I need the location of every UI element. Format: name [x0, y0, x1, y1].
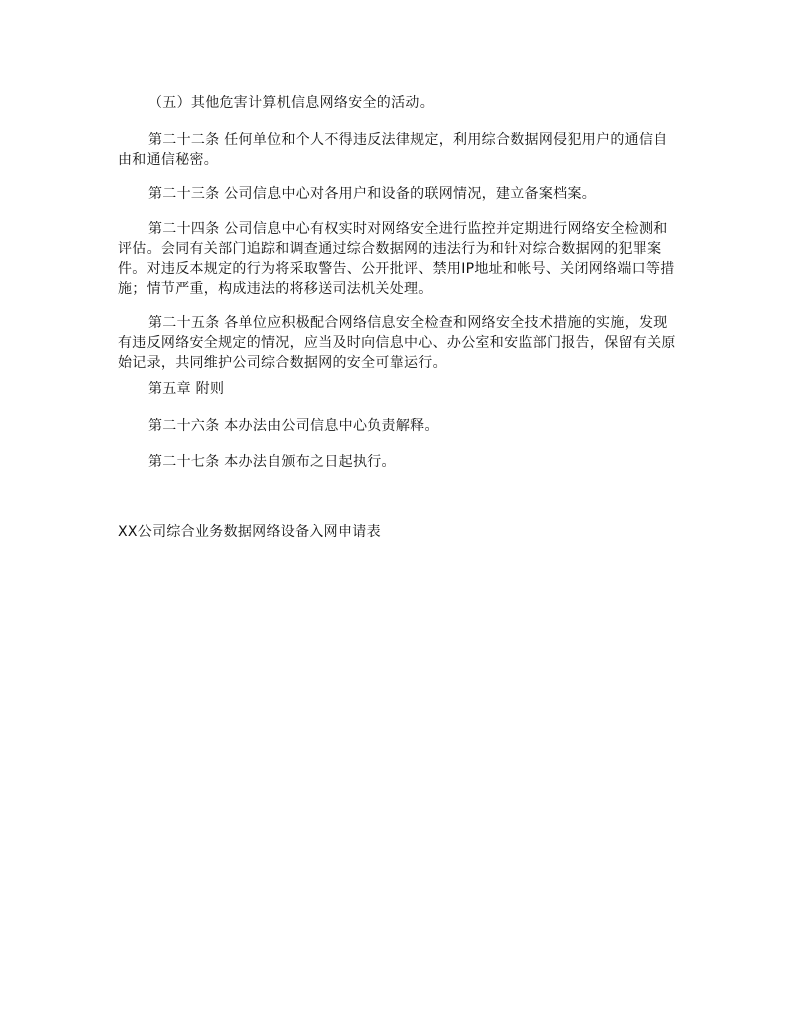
item-5-paragraph: （五）其他危害计算机信息网络安全的活动。: [148, 95, 434, 111]
article-27-paragraph: 第二十七条 本办法自颁布之日起执行。: [148, 454, 396, 470]
article-22-paragraph: 第二十二条 任何单位和个人不得违反法律规定，利用综合数据网侵犯用户的通信自由和通信秘密。: [118, 132, 668, 168]
form-title: XX公司综合业务数据网络设备入网申请表: [118, 524, 381, 540]
chapter-5-heading: 第五章 附则: [148, 381, 225, 397]
article-25-paragraph: 第二十五条 各单位应积极配合网络信息安全检查和网络安全技术措施的实施，发现有违反网络安全规定的情况，应当及时向信息中心、办公室和安监部门报告，保留有关原始记录，共同维护公司综合数据网的安全可靠运行。: [118, 315, 676, 371]
article-26-paragraph: 第二十六条 本办法由公司信息中心负责解释。: [148, 418, 439, 434]
article-23-paragraph: 第二十三条 公司信息中心对各用户和设备的联网情况，建立备案档案。: [148, 186, 597, 202]
article-24-paragraph: 第二十四条 公司信息中心有权实时对网络安全进行监控并定期进行网络安全检测和评估。会同有关部门追踪和调查通过综合数据网的违法行为和针对综合数据网的犯罪案件。对违反本规定的行为将采取警告、公开批评、禁用IP地址和帐号、关闭网络端口等措施；情节严重，构成违法的将移送司法机关处理。: [118, 221, 675, 297]
